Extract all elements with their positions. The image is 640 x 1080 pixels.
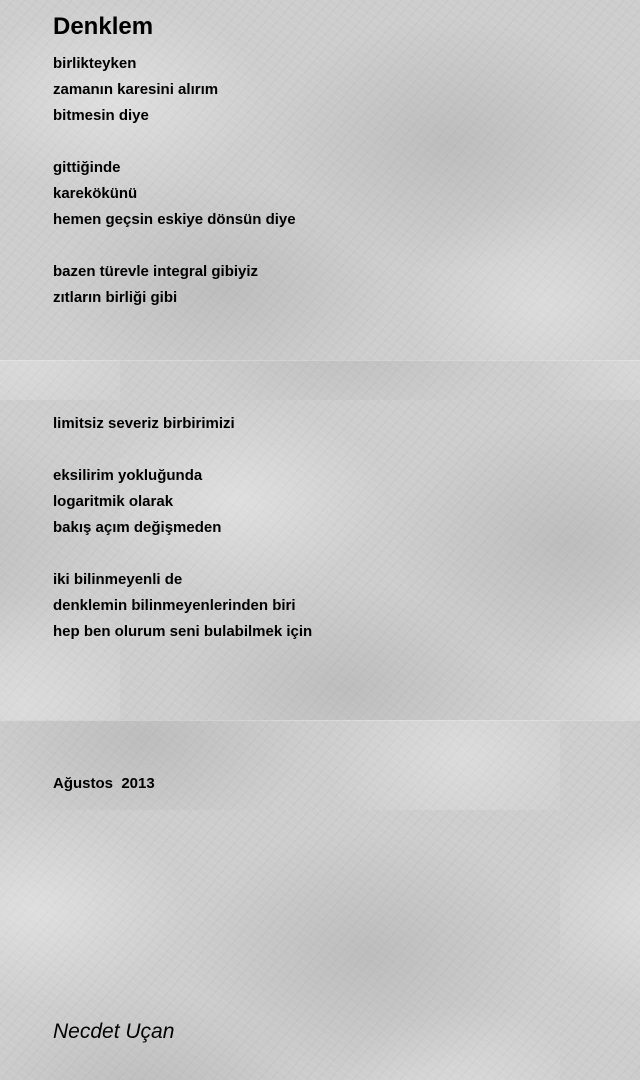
poem-line: karekökünü	[53, 185, 138, 202]
poem-line: logaritmik olarak	[53, 493, 174, 510]
poem-line: bitmesin diye	[53, 107, 149, 124]
stanza-6	[53, 567, 312, 645]
poem-line: bazen türevle integral gibiyiz	[53, 263, 259, 280]
poem-line: iki bilinmeyenli de	[53, 571, 183, 588]
poem-panel-top	[0, 0, 640, 360]
poem-author: Necdet Uçan	[53, 1020, 175, 1043]
stanza-3	[53, 259, 258, 311]
poem-line: zıtların birliği gibi	[53, 289, 178, 306]
stanza-2	[53, 155, 296, 233]
poem-line: birlikteyken	[53, 55, 137, 72]
stanza-5	[53, 463, 221, 541]
poem-line: hep ben olurum seni bulabilmek için	[53, 623, 313, 640]
poem-panel-middle	[0, 360, 640, 720]
poem-line: zamanın karesini alırım	[53, 81, 219, 98]
stanza-4	[53, 411, 235, 437]
poem-line: eksilirim yokluğunda	[53, 467, 203, 484]
poem-date: Ağustos 2013	[53, 775, 155, 792]
poem-line: bakış açım değişmeden	[53, 519, 222, 536]
poem-panel-bottom	[0, 720, 640, 1080]
poem-line: hemen geçsin eskiye dönsün diye	[53, 211, 296, 228]
poem-title: Denklem	[53, 13, 154, 40]
poem-line: limitsiz severiz birbirimizi	[53, 415, 235, 432]
stanza-1	[53, 51, 218, 129]
poem-line: denklemin bilinmeyenlerinden biri	[53, 597, 296, 614]
poem-line: gittiğinde	[53, 159, 121, 176]
